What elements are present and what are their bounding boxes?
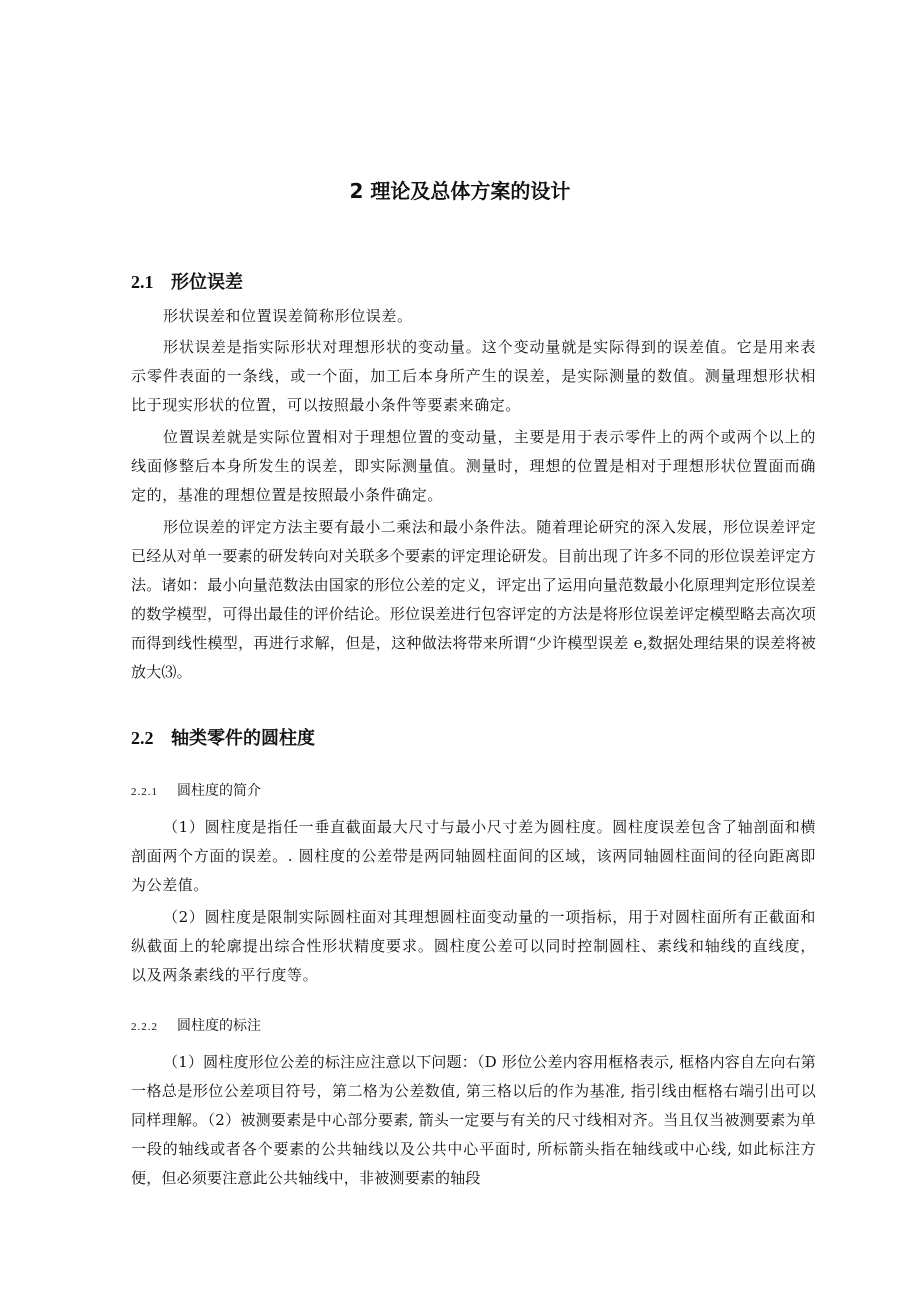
subsection-heading-2-2-1 (131, 780, 261, 800)
section-heading-2-2 (131, 724, 315, 750)
subsection-number: 2.2.2 (131, 1021, 158, 1033)
paragraph: 形位误差的评定方法主要有最小二乘法和最小条件法。随着理论研究的深入发展，形位误差评定已经从对单一要素的研发转向对关联多个要素的评定理论研发。目前出现了许多不同的形位误差评定方法。诸如：最小向量范数法由国家的形位公差的定义，评定出了运用向量范数最小化原理判定形位误差的数学模型，可得出最佳的评价结论。形位误差进行包容评定的方法是将形位误差评定模型略去高次项而得到线性模型，再进行求解，但是，这种做法将带来所谓“少许模型误差 e,数据处理结果的误差将被放大⑶。 (131, 518, 816, 681)
section-heading-2-1 (131, 268, 243, 294)
paragraph: 形状误差是指实际形状对理想形状的变动量。这个变动量就是实际得到的误差值。它是用来表示零件表面的一条线，或一个面，加工后本身所产生的误差，是实际测量的数值。测量理想形状相比于现实形状的位置，可以按照最小条件等要素来确定。 (131, 338, 816, 414)
section-title: 形位误差 (171, 272, 243, 293)
subsection-title: 圆柱度的标注 (177, 1018, 261, 1034)
paragraph: （2）圆柱度是限制实际圆柱面对其理想圆柱面变动量的一项指标，用于对圆柱面所有正截面和纵截面上的轮廓提出综合性形状精度要求。圆柱度公差可以同时控制圆柱、素线和轴线的直线度，以及两条素线的平行度等。 (131, 908, 816, 984)
paragraph: 位置误差就是实际位置相对于理想位置的变动量，主要是用于表示零件上的两个或两个以上的线面修整后本身所发生的误差，即实际测量值。测量时，理想的位置是相对于理想形状位置面而确定的，基准的理想位置是按照最小条件确定。 (131, 428, 816, 504)
section-number: 2.1 (131, 272, 154, 292)
subsection-number: 2.2.1 (131, 786, 158, 798)
subsection-heading-2-2-2 (131, 1015, 261, 1035)
section-title: 轴类零件的圆柱度 (171, 728, 315, 749)
subsection-title: 圆柱度的简介 (177, 783, 261, 799)
section-number: 2.2 (131, 728, 154, 748)
paragraph: （1）圆柱度是指任一垂直截面最大尺寸与最小尺寸差为圆柱度。圆柱度误差包含了轴剖面和横剖面两个方面的误差。. 圆柱度的公差带是两同轴圆柱面间的区域，该两同轴圆柱面间的径向距离即为公差值。 (131, 818, 816, 894)
chapter-title: 2 理论及总体方案的设计 (349, 179, 571, 203)
paragraph: 形状误差和位置误差简称形位误差。 (163, 307, 413, 325)
paragraph: （1）圆柱度形位公差的标注应注意以下问题：（D 形位公差内容用框格表示, 框格内容自左向右第一格总是形位公差项目符号，第二格为公差数值, 第三格以后的作为基准, 指引线由框格右端引出可以同样理解。（2）被测要素是中心部分要素, 箭头一定要与有关的尺寸线相对齐。当且仅当被测要素为单一段的轴线或者各个要素的公共轴线以及公共中心平面时, 所标箭头指在轴线或中心线, 如此标注方便，但必须要注意此公共轴线中，非被测要素的轴段 (131, 1053, 816, 1187)
